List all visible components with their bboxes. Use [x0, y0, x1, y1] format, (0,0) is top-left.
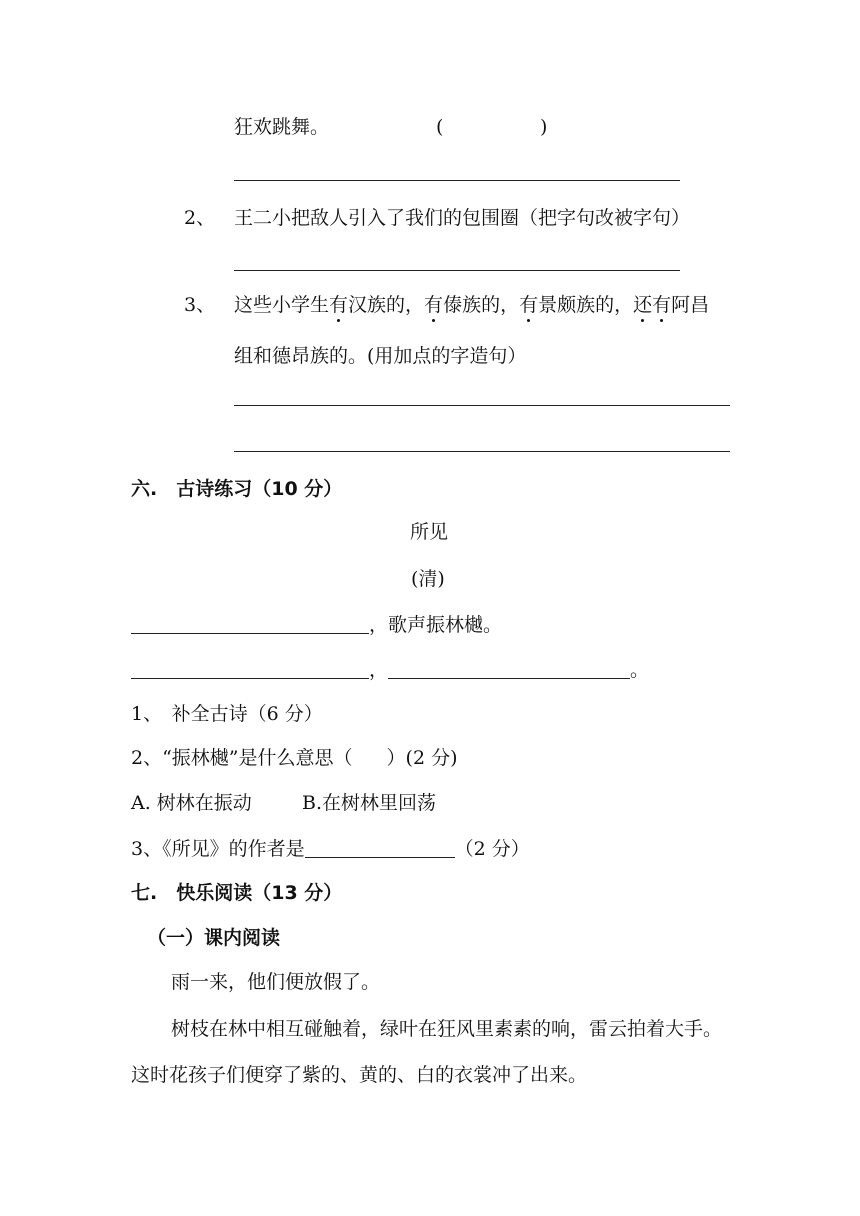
poem-comma: ， [369, 659, 389, 681]
item3-text-line2: 组和德昂族的。(用加点的字造句） [234, 345, 527, 367]
text-segment: 傣族的， [443, 294, 520, 316]
answer-line[interactable] [234, 180, 680, 181]
option-a: A. 树林在振动 [131, 792, 252, 814]
item1-answer-parens: ( ) [436, 116, 548, 138]
item2-number: 2、 [184, 207, 216, 229]
text-segment: 这些小学生 [234, 294, 330, 316]
poem-line2 [131, 660, 649, 680]
text-segment: 阿昌 [671, 294, 710, 316]
poem-line1 [131, 615, 502, 635]
item3-number: 3、 [184, 294, 216, 316]
answer-line[interactable] [234, 270, 680, 271]
author-blank[interactable] [305, 839, 455, 858]
poem-dynasty: (清) [411, 568, 445, 590]
poem-blank[interactable] [131, 660, 369, 679]
text-segment: 汉族的， [348, 294, 425, 316]
sub-question-3-text: 3、《所见》的作者是 [131, 838, 305, 860]
answer-line[interactable] [234, 405, 730, 406]
poem-title: 所见 [410, 521, 449, 543]
dotted-char: 有 [652, 294, 672, 316]
sub-question-3 [131, 839, 530, 859]
item3-text-line1 [234, 296, 709, 315]
option-b: B.在树林里回荡 [302, 792, 437, 814]
sub-question-2-score: ）(2 分) [386, 747, 458, 769]
answer-line[interactable] [234, 451, 730, 452]
section-seven-heading: 七. 快乐阅读（13 分） [131, 882, 343, 904]
reading-sub-heading: （一）课内阅读 [147, 927, 281, 949]
item2-text: 王二小把敌人引入了我们的包围圈（把字句改被字句） [234, 207, 691, 229]
section-six-heading: 六. 古诗练习（10 分） [131, 478, 343, 500]
sub-question-2-text: 2、“振林樾”是什么意思（ [131, 747, 353, 769]
reading-paragraph-1: 雨一来，他们便放假了。 [171, 971, 381, 993]
poem-line1-tail: ，歌声振林樾。 [369, 614, 503, 636]
reading-paragraph-2-line2: 这时花孩子们便穿了紫的、黄的、白的衣裳冲了出来。 [131, 1064, 588, 1086]
dotted-char: 有 [519, 294, 539, 316]
poem-blank[interactable] [388, 660, 630, 679]
sub-question-3-score: （2 分） [454, 838, 530, 860]
poem-period: 。 [630, 659, 650, 681]
sub-question-2 [131, 749, 458, 768]
item1-tail: 狂欢跳舞。 [234, 116, 330, 138]
dotted-char: 还 [633, 294, 653, 316]
dotted-char: 有 [424, 294, 444, 316]
text-segment: 景颇族的， [538, 294, 634, 316]
sub-question-1: 1、 补全古诗（6 分） [131, 703, 323, 725]
dotted-char: 有 [329, 294, 349, 316]
poem-blank[interactable] [131, 615, 369, 634]
reading-paragraph-2-line1: 树枝在林中相互碰触着，绿叶在狂风里素素的响，雷云拍着大手。 [171, 1018, 723, 1040]
